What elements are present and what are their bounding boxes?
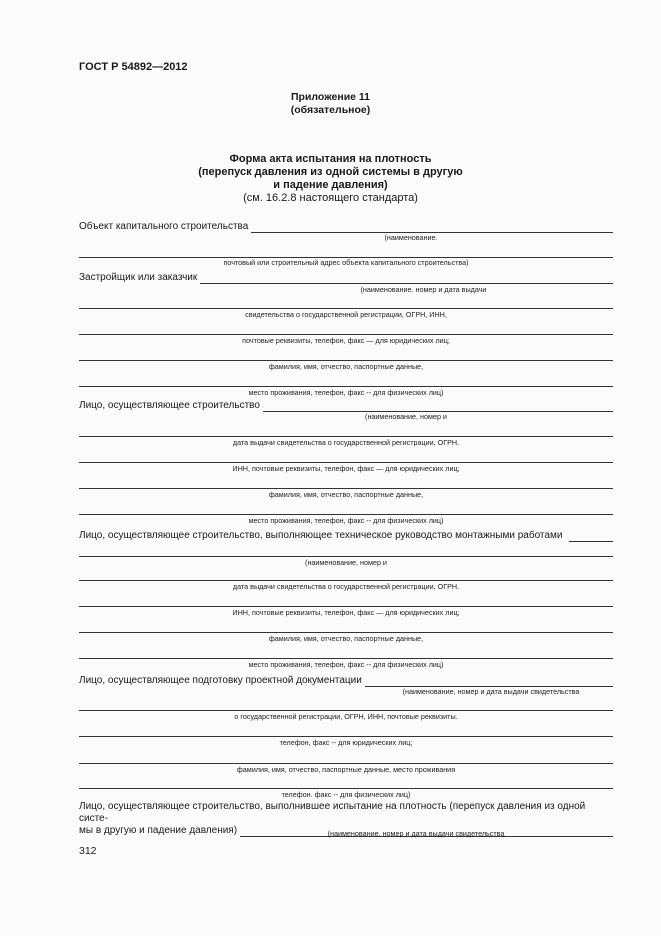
fill-line[interactable]: [263, 400, 613, 412]
caption: [79, 412, 613, 421]
field-developer[interactable]: [79, 270, 613, 284]
caption: телефон. факс -- для физических лиц): [281, 790, 411, 799]
caption: место проживания, телефон, факс -- для физических лиц): [248, 388, 444, 397]
caption: фамилия, имя, отчество, паспортные данные,: [268, 362, 424, 371]
fill-line[interactable]: [79, 606, 613, 607]
fill-line[interactable]: [79, 360, 613, 361]
fill-line[interactable]: [79, 308, 613, 309]
caption-text: (наименование, номер и дата выдачи свидетельства: [402, 687, 580, 696]
caption: почтовый или строительный адрес объекта капитального строительства): [223, 258, 469, 267]
caption: фамилия, имя, отчество, паспортные данные, место проживания: [236, 765, 456, 774]
fill-line[interactable]: [79, 763, 613, 764]
fill-line[interactable]: [79, 386, 613, 387]
fill-line[interactable]: [79, 658, 613, 659]
fill-line[interactable]: [79, 488, 613, 489]
field-label-line2: мы в другую и падение давления): [79, 825, 238, 836]
field-label: Лицо, осуществляющее строительство: [79, 400, 260, 411]
field-label: Лицо, осуществляющее подготовку проектной документации: [79, 675, 362, 686]
caption: фамилия, имя, отчество, паспортные данные,: [268, 634, 424, 643]
fill-line[interactable]: [79, 788, 613, 789]
field-label: Объект капитального строительства: [79, 221, 249, 232]
fill-line[interactable]: [200, 272, 613, 284]
caption: (наименование, номер и: [305, 558, 387, 567]
caption: место проживания, телефон, факс -- для физических лиц): [248, 660, 444, 669]
fill-line[interactable]: [79, 580, 613, 581]
caption: фамилия, имя, отчество, паспортные данные,: [268, 490, 424, 499]
caption: о государственной регистрации, ОГРН, ИНН, почтовые реквизиты.: [234, 712, 458, 721]
caption: [79, 829, 613, 838]
field-label: Застройщик или заказчик: [79, 272, 198, 283]
fill-line[interactable]: [79, 514, 613, 515]
caption: ИНН, почтовые реквизиты, телефон, факс — для юридических лиц;: [232, 608, 460, 617]
caption: дата выдачи свидетельства о государственной регистрации, ОГРН.: [232, 438, 460, 447]
fill-line[interactable]: [569, 530, 613, 542]
form-title-line3: и падение давления): [273, 179, 388, 191]
appendix-subtitle: (обязательное): [290, 104, 371, 116]
fill-line[interactable]: [79, 632, 613, 633]
form-title-line2: (перепуск давления из одной системы в другую: [198, 166, 463, 178]
fill-line[interactable]: [79, 736, 613, 737]
caption: телефон, факс -- для юридических лиц;: [279, 738, 413, 747]
form-title-line1: Форма акта испытания на плотность: [229, 153, 432, 165]
fill-line[interactable]: [365, 675, 613, 687]
field-construction-object[interactable]: [79, 219, 613, 233]
caption: почтовые реквизиты, телефон, факс — для юридических лиц;: [242, 336, 450, 345]
document-code: ГОСТ Р 54892—2012: [79, 61, 188, 73]
caption: [79, 233, 613, 242]
field-technical-supervisor[interactable]: [79, 528, 613, 542]
fill-line[interactable]: [79, 556, 613, 557]
page-number: 312: [79, 845, 97, 857]
field-builder[interactable]: [79, 398, 613, 412]
field-design-documentation[interactable]: [79, 673, 613, 687]
caption-text: (наименование.: [384, 233, 438, 242]
caption: свидетельства о государственной регистрации, ОГРН, ИНН,: [245, 310, 447, 319]
caption-text: (наименование. номер и дата выдачи: [360, 285, 487, 294]
fill-line[interactable]: [79, 436, 613, 437]
form-title-line4: (см. 16.2.8 настоящего стандарта): [243, 192, 418, 204]
fill-line[interactable]: [251, 221, 613, 233]
fill-line[interactable]: [79, 462, 613, 463]
caption: ИНН, почтовые реквизиты, телефон, факс — для юридических лиц;: [232, 464, 460, 473]
field-label: Лицо, осуществляющее строительство, выполняющее техническое руководство монтажными работами: [79, 530, 563, 541]
fill-line[interactable]: [79, 334, 613, 335]
caption: [79, 687, 613, 696]
fill-line[interactable]: [79, 710, 613, 711]
caption: [79, 285, 613, 294]
appendix-title: Приложение 11: [290, 91, 371, 103]
caption-text: (наименование, номер и дата выдачи свидетельства: [327, 829, 505, 838]
caption: дата выдачи свидетельства о государственной регистрации, ОГРН.: [232, 582, 460, 591]
field-label-line1: Лицо, осуществляющее строительство, выполнившее испытание на плотность (перепуск давления из одной систе-: [79, 801, 586, 824]
caption-text: (наименование, номер и: [365, 412, 447, 421]
caption: место проживания, телефон, факс -- для физических лиц): [248, 516, 444, 525]
